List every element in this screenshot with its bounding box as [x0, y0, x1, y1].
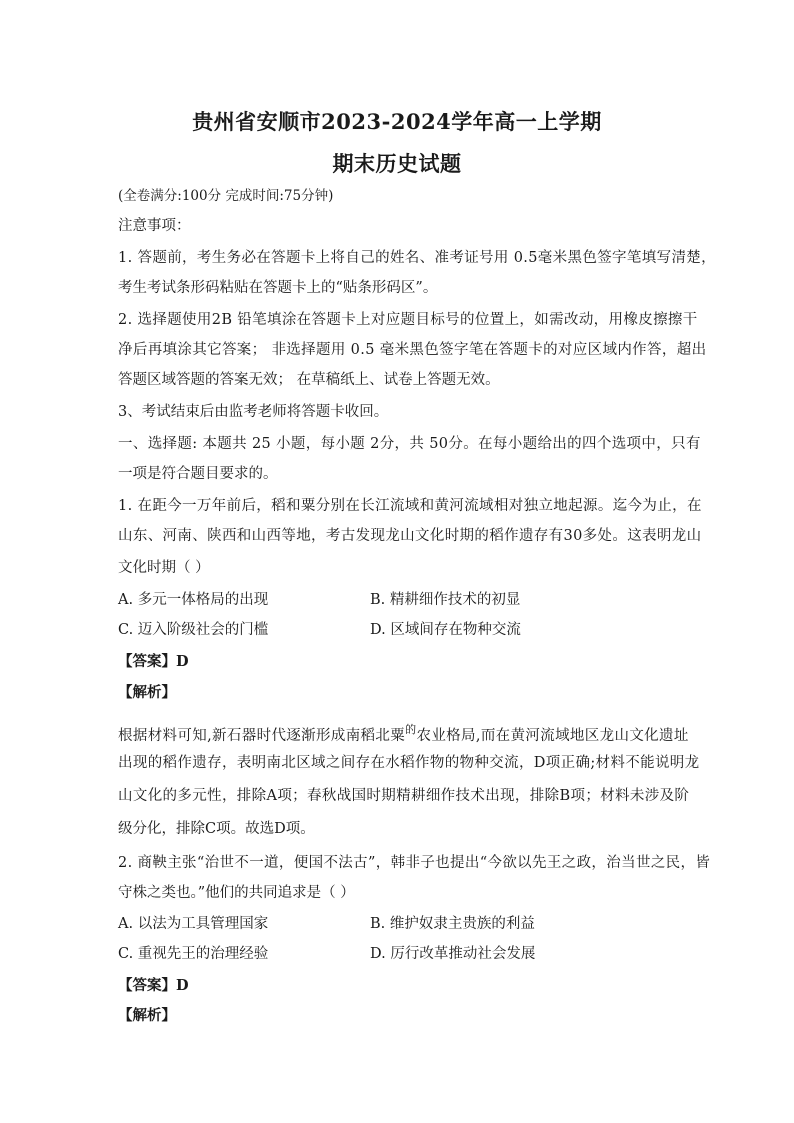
q1-option-c: C. 迈入阶级社会的门槛 — [118, 622, 269, 638]
notice-line: 3、考试结束后由监考老师将答题卡收回。 — [118, 404, 389, 420]
q1-analysis-text: 根据材料可知,新石器时代逐渐形成南稻北粟 — [118, 728, 406, 744]
notice-line: 1. 答题前，考生务必在答题卡上将自己的姓名、准考证号用 0.5毫米黑色签字笔填写清楚， — [118, 250, 717, 266]
q1-stem: 山东、河南、陕西和山西等地，考古发现龙山文化时期的稻作遗存有30多处。这表明龙山 — [118, 528, 702, 544]
q1-stem: 1. 在距今一万年前后，稻和粟分别在长江流域和黄河流域相对独立地起源。迄今为止，在 — [118, 498, 702, 514]
section-instructions: 一、选择题: 本题共 25 小题，每小题 2分，共 50分。在每小题给出的四个选项中，只有 — [118, 436, 701, 452]
q2-stem: 守株之类也。”他们的共同追求是（ ） — [118, 885, 355, 901]
q1-analysis-line: 出现的稻作遗存，表明南北区域之间存在水稻作物的物种交流，D项正确;材料不能说明龙 — [118, 755, 700, 771]
section-instructions-cont: 一项是符合题目要求的。 — [118, 466, 278, 482]
q2-answer: 【答案】D — [118, 977, 189, 994]
notice-line: 答题区域答题的答案无效； 在草稿纸上、试卷上答题无效。 — [118, 372, 500, 388]
q2-stem: 2. 商鞅主张“治世不一道，便国不法古”，韩非子也提出“今欲以先王之政，治当世之民，皆 — [118, 855, 711, 871]
notice-line: 考生考试条形码粘贴在答题卡上的“贴条形码区”。 — [118, 280, 438, 296]
q1-option-d: D. 区域间存在物种交流 — [370, 622, 521, 638]
q2-analysis-label: 【解析】 — [118, 1007, 176, 1024]
notice-line: 2. 选择题使用2B 铅笔填涂在答题卡上对应题目标号的位置上，如需改动，用橡皮擦擦干 — [118, 312, 698, 328]
q1-answer: 【答案】D — [118, 653, 189, 670]
q1-analysis-label: 【解析】 — [118, 684, 176, 701]
page-subtitle: 期末历史试题 — [332, 151, 462, 176]
q1-option-b: B. 精耕细作技术的初显 — [370, 592, 521, 608]
q1-analysis-text: 农业格局,而在黄河流域地区龙山文化遗址 — [416, 728, 689, 744]
q2-option-b: B. 维护奴隶主贵族的利益 — [370, 916, 535, 932]
q2-option-a: A. 以法为工具管理国家 — [118, 916, 269, 932]
notice-line: 净后再填涂其它答案； 非选择题用 0.5 毫米黑色签字笔在答题卡的对应区域内作答，超出 — [118, 342, 707, 358]
q2-option-d: D. 厉行改革推动社会发展 — [370, 946, 536, 962]
q1-analysis-sup: 的 — [405, 723, 417, 736]
q1-analysis-line: 级分化，排除C项。故选D项。 — [118, 821, 315, 837]
exam-meta: (全卷满分:100分 完成时间:75分钟) — [118, 188, 334, 204]
q1-analysis-line: 山文化的多元性，排除A项；春秋战国时期精耕细作技术出现，排除B项；材料未涉及阶 — [118, 788, 690, 804]
q1-option-a: A. 多元一体格局的出现 — [118, 592, 269, 608]
page-title: 贵州省安顺市2023-2024学年高一上学期 — [192, 109, 602, 134]
notice-heading: 注意事项： — [118, 218, 191, 234]
q1-stem: 文化时期（ ） — [118, 560, 210, 576]
q2-option-c: C. 重视先王的治理经验 — [118, 946, 269, 962]
q1-analysis-line — [118, 720, 689, 746]
